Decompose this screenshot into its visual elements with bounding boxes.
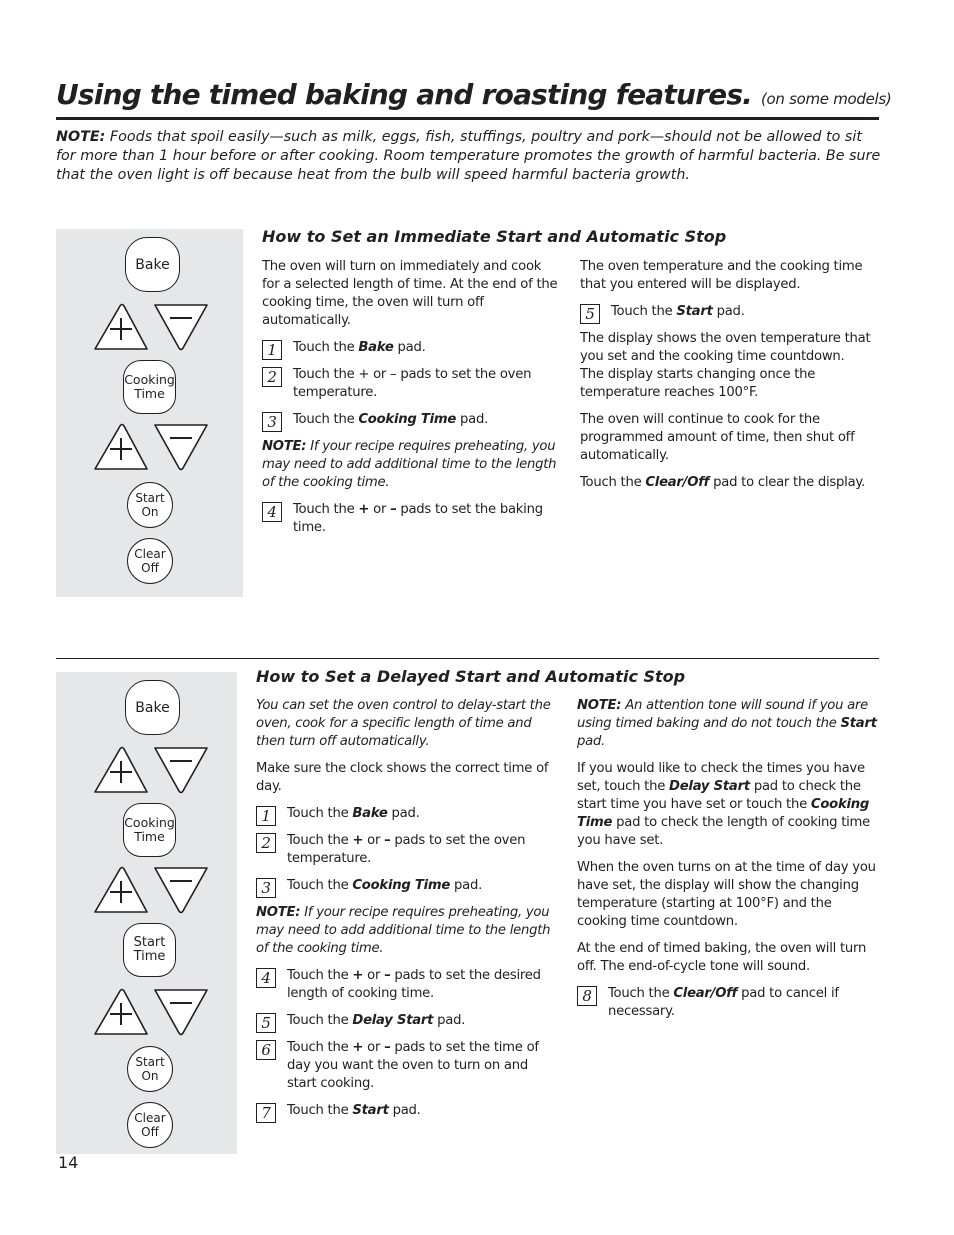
note-label: NOTE:	[256, 905, 301, 920]
section2-step-4	[256, 967, 558, 1003]
step-key: Start	[352, 1103, 389, 1118]
page-title	[56, 78, 891, 111]
start-on-pad[interactable]	[127, 1046, 173, 1092]
step-key: Bake	[358, 340, 394, 355]
step-text: pad.	[388, 1103, 421, 1118]
step-number: 2	[262, 367, 282, 387]
step-number: 3	[256, 878, 276, 898]
step-key: Clear/Off	[673, 986, 738, 1001]
section1-display-info: The oven temperature and the cooking time that you entered will be displayed.	[580, 259, 863, 292]
section2-preheat-note	[256, 904, 558, 958]
minus-pad[interactable]	[155, 305, 207, 350]
section-divider	[56, 658, 879, 659]
section2-check-times	[577, 760, 883, 850]
step-key: Cooking Time	[358, 412, 457, 427]
page-title-text: Using the timed baking and roasting features.	[56, 78, 753, 111]
plus-pad[interactable]	[95, 990, 147, 1035]
step-number: 3	[262, 412, 282, 432]
section2-step-6	[256, 1039, 558, 1093]
step-text: Touch the	[293, 412, 359, 427]
step-text: or	[363, 1040, 385, 1055]
plus-minus-pads-1	[92, 301, 210, 353]
section2-step-5	[256, 1012, 558, 1030]
step-text: Touch the	[287, 833, 353, 848]
step-key: +	[352, 1040, 364, 1055]
step-text: Touch the	[287, 1040, 353, 1055]
section2-step-7	[256, 1102, 558, 1120]
cooking-time-label-1: Cooking	[124, 815, 175, 830]
control-panel-immediate	[56, 229, 243, 597]
section1-step-5	[580, 303, 872, 321]
start-on-pad[interactable]	[127, 482, 173, 528]
step-text: Touch the	[287, 1103, 353, 1118]
clear-off-pad[interactable]	[127, 538, 173, 584]
section1-heading: How to Set an Immediate Start and Automatic Stop	[262, 227, 727, 246]
step-number: 4	[256, 968, 276, 988]
bake-pad-label: Bake	[135, 256, 170, 273]
step-key: Start	[676, 304, 713, 319]
step-number: 2	[256, 833, 276, 853]
note-label: NOTE:	[577, 698, 622, 713]
bake-pad[interactable]	[125, 237, 180, 292]
start-on-label-2: On	[141, 505, 159, 519]
section2-turn-on-info: When the oven turns on at the time of day you have set, the display will show the changing temperature (starting at 100°F) and the cooking time countdown.	[577, 860, 876, 929]
step-text: Touch the	[287, 806, 353, 821]
step-key: +	[358, 502, 370, 517]
plus-minus-pads-1	[92, 744, 210, 796]
section2-heading: How to Set a Delayed Start and Automatic Stop	[256, 667, 686, 686]
step-text: pads to set the baking time.	[293, 502, 543, 535]
section2-step-1	[256, 805, 558, 823]
step-text: Touch the	[611, 304, 677, 319]
step-number: 6	[256, 1040, 276, 1060]
step-text: Touch the	[580, 475, 646, 490]
step-text: pads to set the desired length of cooking time.	[287, 968, 541, 1001]
bake-pad-label: Bake	[135, 699, 170, 716]
start-time-label-2: Time	[133, 949, 166, 964]
cooking-time-pad[interactable]	[123, 803, 176, 857]
text: pad to check the start time you have set or touch the	[577, 779, 861, 812]
start-on-label-1: Start	[135, 491, 165, 505]
section2-clock-note: Make sure the clock shows the correct time of day.	[256, 761, 549, 794]
step-text: pad to clear the display.	[709, 475, 866, 490]
plus-pad[interactable]	[95, 305, 147, 350]
section1-left-column	[262, 258, 562, 546]
cooking-time-label-2: Time	[134, 829, 165, 844]
cooking-time-pad[interactable]	[123, 360, 176, 414]
step-key: –	[384, 1040, 391, 1055]
note-text: pad.	[577, 734, 606, 749]
minus-pad[interactable]	[155, 868, 207, 913]
section1-countdown-info: The display shows the oven temperature that you set and the cooking time countdown. The display starts changing once the temperature reaches 100°F.	[580, 331, 871, 400]
note-key: Start	[840, 716, 877, 731]
page-number: 14	[58, 1153, 79, 1172]
text: If you would like to check the times you have set, touch the	[577, 761, 865, 794]
section2-step-3	[256, 877, 558, 895]
plus-minus-pads-2	[92, 864, 210, 916]
start-on-label-2: On	[141, 1069, 159, 1083]
section2-step-2	[256, 832, 558, 868]
step-key: –	[384, 833, 391, 848]
section1-step-3	[262, 411, 562, 429]
step-text: pad.	[450, 878, 483, 893]
section2-intro: You can set the oven control to delay-start the oven, cook for a specific length of time and then turn off automatically.	[256, 698, 551, 749]
step-key: Cooking Time	[352, 878, 451, 893]
section2-left-column	[256, 697, 558, 1129]
step-number: 5	[256, 1013, 276, 1033]
section2-end-info: At the end of timed baking, the oven will turn off. The end-of-cycle tone will sound.	[577, 941, 867, 974]
section2-tone-note	[577, 697, 883, 751]
step-text: or	[363, 968, 385, 983]
key: Cooking Time	[577, 797, 870, 830]
step-number: 7	[256, 1103, 276, 1123]
safety-note-label: NOTE:	[56, 129, 106, 145]
step-key: Bake	[352, 806, 388, 821]
step-text: pad.	[393, 340, 426, 355]
note-label: NOTE:	[262, 439, 307, 454]
clear-off-label-2: Off	[141, 1125, 159, 1139]
step-text: Touch the	[293, 502, 359, 517]
start-time-label-1: Start	[133, 935, 166, 950]
safety-note	[56, 128, 881, 185]
section1-preheat-note	[262, 438, 562, 492]
step-key: –	[384, 968, 391, 983]
bake-pad[interactable]	[125, 680, 180, 735]
clear-off-pad[interactable]	[127, 1102, 173, 1148]
cooking-time-label-2: Time	[134, 386, 165, 401]
start-time-pad[interactable]	[123, 923, 176, 977]
page-title-note: (on some models)	[760, 90, 892, 108]
clear-off-label-2: Off	[141, 561, 159, 575]
safety-note-text: Foods that spoil easily—such as milk, eggs, fish, stuffings, poultry and pork—should not be allowed to sit for more than 1 hour before or after cooking. Room temperature promotes the growth of harmful bacteria. Be sure that the oven light is off because heat from the bulb will speed harmful bacteria growth.	[56, 129, 881, 183]
note-text: If your recipe requires preheating, you may need to add additional time to the length of the cooking time.	[262, 439, 557, 490]
section1-step-2	[262, 366, 562, 402]
step-text: Touch the	[287, 968, 353, 983]
step-text: or	[369, 502, 391, 517]
step-text: Touch the	[287, 878, 353, 893]
plus-minus-pads-2	[92, 421, 210, 473]
plus-pad[interactable]	[95, 748, 147, 793]
note-text: If your recipe requires preheating, you may need to add additional time to the length of the cooking time.	[256, 905, 551, 956]
plus-pad[interactable]	[95, 425, 147, 470]
step-number: 1	[256, 806, 276, 826]
cooking-time-label-1: Cooking	[124, 372, 175, 387]
minus-pad[interactable]	[155, 425, 207, 470]
section1-shutoff-info: The oven will continue to cook for the programmed amount of time, then shut off automatically.	[580, 412, 855, 463]
step-text: Touch the	[293, 340, 359, 355]
section1-intro: The oven will turn on immediately and cook for a selected length of time. At the end of the cooking time, the oven will turn off automatically.	[262, 259, 558, 328]
step-text: Touch the	[608, 986, 674, 1001]
start-on-label-1: Start	[135, 1055, 165, 1069]
step-text: pad.	[456, 412, 489, 427]
note-text: An attention tone will sound if you are using timed baking and do not touch the	[577, 698, 869, 731]
section2-step-8	[577, 985, 883, 1021]
plus-minus-pads-3	[92, 986, 210, 1038]
section1-right-column	[580, 258, 872, 501]
step-text: Touch the + or – pads to set the oven temperature.	[293, 367, 532, 400]
control-panel-delayed	[56, 672, 237, 1154]
minus-pad[interactable]	[155, 990, 207, 1035]
clear-off-label-1: Clear	[134, 547, 166, 561]
section1-step-1	[262, 339, 562, 357]
step-text: pad.	[712, 304, 745, 319]
step-number: 1	[262, 340, 282, 360]
step-number: 4	[262, 502, 282, 522]
step-text: pad to cancel if necessary.	[608, 986, 839, 1019]
step-number: 8	[577, 986, 597, 1006]
text: pad to check the length of cooking time you have set.	[577, 815, 871, 848]
plus-pad[interactable]	[95, 868, 147, 913]
section2-right-column	[577, 697, 883, 1030]
section1-clear-info	[580, 474, 872, 492]
title-rule	[56, 117, 879, 120]
step-key: –	[390, 502, 397, 517]
step-key: +	[352, 968, 364, 983]
step-key: +	[352, 833, 364, 848]
minus-pad[interactable]	[155, 748, 207, 793]
step-text: pad.	[433, 1013, 466, 1028]
key: Delay Start	[669, 779, 750, 794]
section1-step-4	[262, 501, 562, 537]
clear-off-label-1: Clear	[134, 1111, 166, 1125]
step-text: Touch the	[287, 1013, 353, 1028]
step-text: or	[363, 833, 385, 848]
step-text: pad.	[387, 806, 420, 821]
step-key: Delay Start	[352, 1013, 434, 1028]
step-text: pads to set the oven temperature.	[287, 833, 526, 866]
step-number: 5	[580, 304, 600, 324]
step-text: pads to set the time of day you want the oven to turn on and start cooking.	[287, 1040, 539, 1091]
step-key: Clear/Off	[645, 475, 710, 490]
